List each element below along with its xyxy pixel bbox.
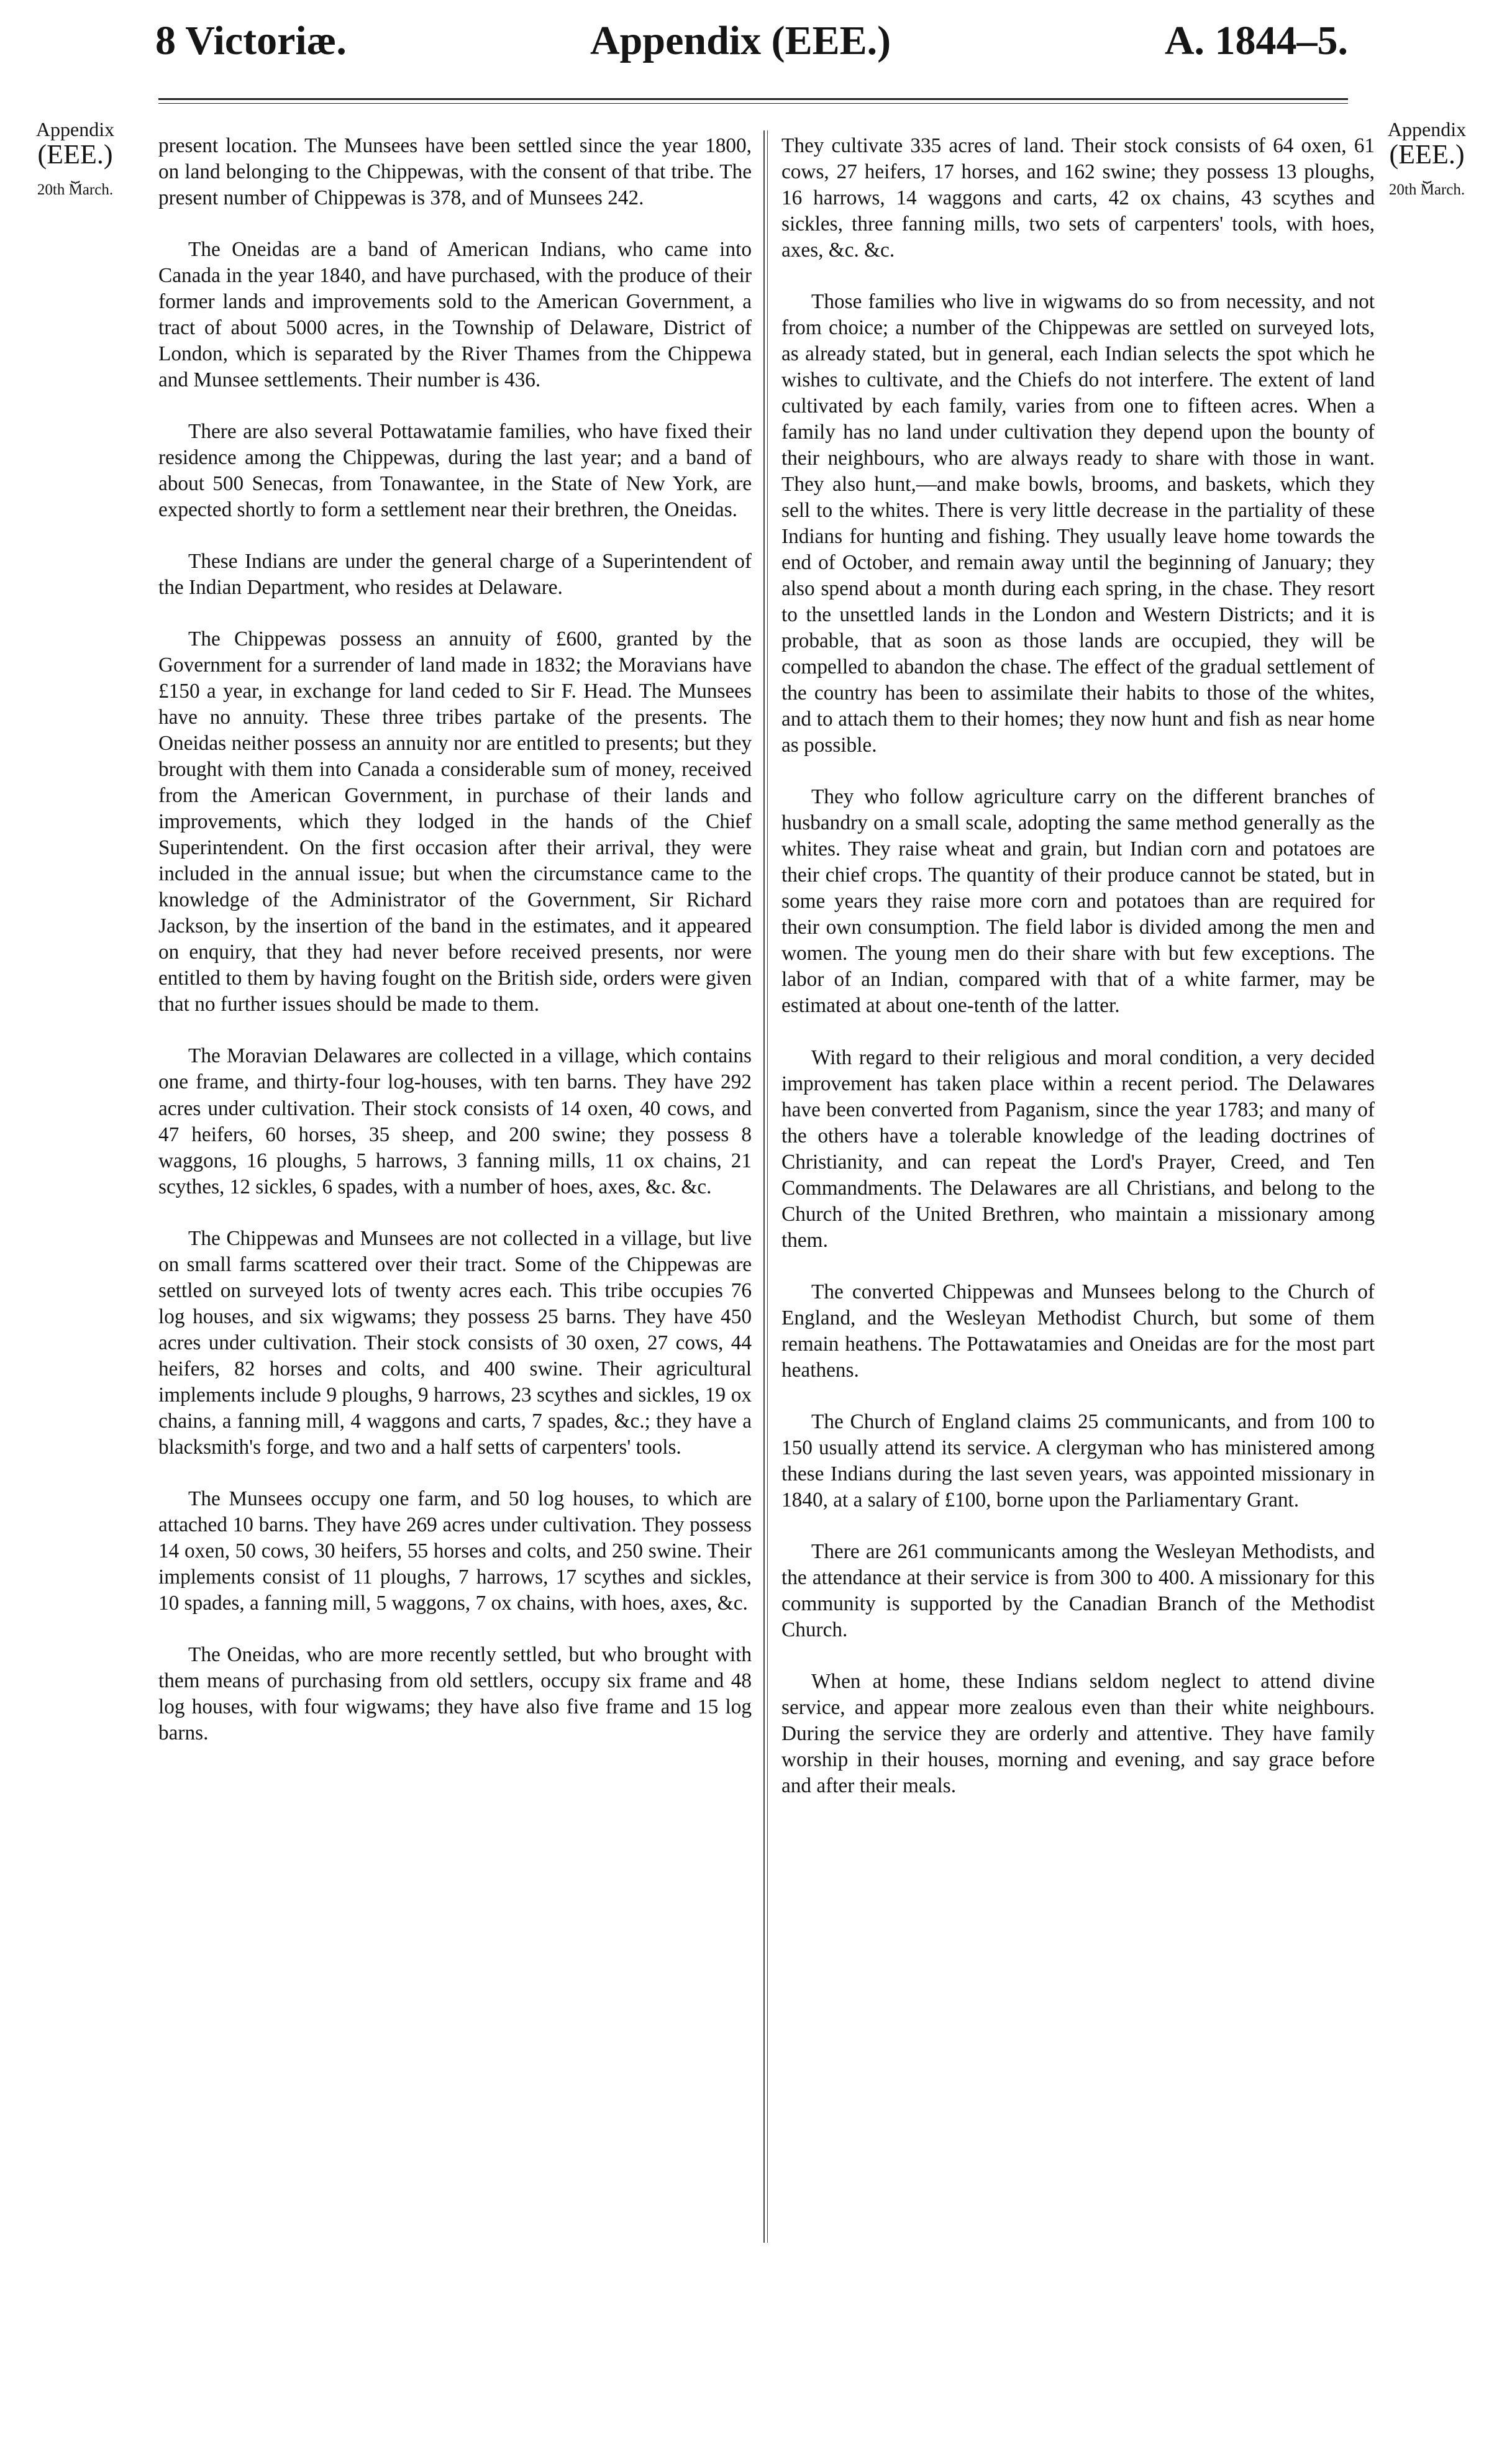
paragraph: The Chippewas possess an annuity of £600, granted by the Government for a surrender of land made in 1832; the Moravians have £150 a year, in exchange for land ceded to Sir F. Head. The Munsees have no annuity. These three tribes partake of the presents. The Oneidas neither possess an annuity nor are entitled to presents; but they brought with them into Canada a considerable sum of money, received from the American Government, in purchase of their lands and improvements, which they lodged in the hands of the Chief Superintendent. On the first occasion after their arrival, they were included in the annual issue; but when the circumstance came to the knowledge of the Administrator of the Government, Sir Richard Jackson, by the insertion of the band in the estimates, and it appeared on enquiry, that they had never before received presents, nor were entitled to them by having fought on the British side, orders were given that no further issues should be made to them. <box>158 627 752 1016</box>
paragraph: With regard to their religious and moral condition, a very decided improvement has taken place within a recent period. The Delawares have been converted from Paganism, since the year 1783; and many of the others have a tolerable knowledge of the leading doctrines of Christianity, and can repeat the Lord's Prayer, Creed, and Ten Commandments. The Delawares are all Christians, and belong to the Church of the United Brethren, who maintain a missionary among them. <box>781 1046 1375 1252</box>
margin-brace: ⏟ <box>71 166 80 183</box>
paragraph: When at home, these Indians seldom neglect to attend divine service, and appear more zealous even than their white neighbours. During the service they are orderly and attentive. They have family worship in their houses, morning and evening, and say grace before and after their meals. <box>781 1669 1375 1797</box>
column-divider <box>763 130 765 2243</box>
paragraph: The Chippewas and Munsees are not collected in a village, but live on small farms scattered over their tract. Some of the Chippewas are settled on surveyed lots of twenty acres each. This tribe occupies 76 log houses, and six wigwams; they possess 25 barns. They have 450 acres under cultivation. Their stock consists of 30 oxen, 27 cows, 44 heifers, 82 horses and colts, and 400 swine. Their agricultural implements include 9 ploughs, 9 harrows, 23 scythes and sickles, 19 ox chains, a fanning mill, 4 waggons and carts, 7 spades, &c.; they have a blacksmith's forge, and two and a half setts of carpenters' tools. <box>158 1226 752 1459</box>
left-margin-note <box>4 119 147 199</box>
paragraph: The Oneidas, who are more recently settled, but who brought with them means of purchasing from old settlers, occupy six frame and 48 log houses, with four wigwams; they have also five frame and 15 log barns. <box>158 1643 752 1744</box>
paragraph: The Munsees occupy one farm, and 50 log houses, to which are attached 10 barns. They have 269 acres under cultivation. They possess 14 oxen, 50 cows, 30 heifers, 55 horses and colts, and 250 swine. Their implements consist of 11 ploughs, 7 harrows, 17 scythes and sickles, 10 spades, a fanning mill, 5 waggons, 7 ox chains, with hoes, axes, &c. <box>158 1487 752 1615</box>
left-text-column <box>158 133 752 1772</box>
margin-appendix-ref: (EEE.) <box>1389 139 1465 170</box>
header-appendix-title: Appendix (EEE.) <box>590 18 891 63</box>
paragraph: Those families who live in wigwams do so from necessity, and not from choice; a number of the Chippewas are settled on surveyed lots, as already stated, but in general, each Indian selects the spot which he wishes to cultivate, and the Chiefs do not interfere. The extent of land cultivated by each family, varies from one to fifteen acres. When a family has no land under cultivation they depend upon the bounty of their neighbours, who are always ready to share with those in want. They also hunt,—and make bowls, brooms, and baskets, which they sell to the whites. There is very little decrease in the partiality of these Indians for hunting and fishing. They usually leave home towards the end of October, and remain away until the beginning of January; they also spend about a month during each spring, in the chase. They resort to the unsettled lands in the London and Western Districts; and it is probable, that as soon as those lands are occupied, they will be compelled to abandon the chase. The effect of the gradual settlement of the country has been to assimilate their habits to those of the whites, and to attach them to their homes; they now hunt and fish as near home as possible. <box>781 290 1375 757</box>
margin-appendix-ref: (EEE.) <box>37 139 113 170</box>
paragraph: present location. The Munsees have been settled since the year 1800, on land belonging to the Chippewas, with the consent of that tribe. The present number of Chippewas is 378, and of Munsees 242. <box>158 134 752 210</box>
paragraph: The Oneidas are a band of American Indians, who came into Canada in the year 1840, and have purchased, with the produce of their former lands and improvements sold to the American Government, a tract of about 5000 acres, in the Township of Delaware, District of London, which is separated by the River Thames from the Chippewa and Munsee settlements. Their number is 436. <box>158 238 752 392</box>
paragraph: There are 261 communicants among the Wesleyan Methodists, and the attendance at their service is from 300 to 400. A missionary for this community is supported by the Canadian Branch of the Methodist Church. <box>781 1539 1375 1641</box>
paragraph: The Church of England claims 25 communicants, and from 100 to 150 usually attend its service. A clergyman who has ministered among these Indians during the last seven years, was appointed missionary in 1840, at a salary of £100, borne upon the Parliamentary Grant. <box>781 1410 1375 1511</box>
header-year: A. 1844–5. <box>1164 18 1348 63</box>
paragraph: They cultivate 335 acres of land. Their stock consists of 64 oxen, 61 cows, 27 heifers, 17 horses, and 162 swine; they possess 13 ploughs, 16 harrows, 14 waggons and carts, 42 ox chains, 43 scythes and sickles, three fanning mills, two sets of carpenters' tools, with hoes, axes, &c. &c. <box>781 134 1375 262</box>
margin-date: 20th March. <box>1388 181 1465 199</box>
paragraph: They who follow agriculture carry on the different branches of husbandry on a small scale, adopting the same method generally as the whites. They raise wheat and grain, but Indian corn and potatoes are their chief crops. The quantity of their produce cannot be stated, but in some years they raise more corn and potatoes than are required for their own consumption. The field labor is divided among the men and women. The young men do their share with but few exceptions. The labor of an Indian, compared with that of a white farmer, may be estimated at about one-tenth of the latter. <box>781 785 1375 1018</box>
paragraph: There are also several Pottawatamie families, who have fixed their residence among the Chippewas, during the last year; and a band of about 500 Senecas, from Tonawantee, in the State of New York, are expected shortly to form a settlement near their brethren, the Oneidas. <box>158 420 752 522</box>
margin-appendix-label: Appendix <box>35 118 115 140</box>
header-rule-thin <box>158 103 1348 104</box>
paragraph: The Moravian Delawares are collected in a village, which contains one frame, and thirty-four log-houses, with ten barns. They have 292 acres under cultivation. Their stock consists of 14 oxen, 40 cows, and 47 heifers, 60 horses, 35 sheep, and 200 swine; they possess 8 waggons, 16 ploughs, 5 harrows, 3 fanning mills, 11 ox chains, 21 scythes, 12 sickles, 6 spades, with a number of hoes, axes, &c. &c. <box>158 1044 752 1198</box>
paragraph: These Indians are under the general charge of a Superintendent of the Indian Department, who resides at Delaware. <box>158 550 752 599</box>
header-session: 8 Victoriæ. <box>155 18 347 63</box>
margin-brace: ⏟ <box>1423 166 1431 183</box>
right-text-column <box>781 133 1375 1825</box>
page-header <box>155 17 1348 75</box>
paragraph: The converted Chippewas and Munsees belong to the Church of England, and the Wesleyan Methodist Church, but some of them remain heathens. The Pottawatamies and Oneidas are for the most part heathens. <box>781 1280 1375 1382</box>
column-divider-inner <box>767 130 768 2243</box>
header-rule <box>158 98 1348 100</box>
margin-appendix-label: Appendix <box>1387 118 1467 140</box>
margin-date: 20th March. <box>37 181 114 199</box>
